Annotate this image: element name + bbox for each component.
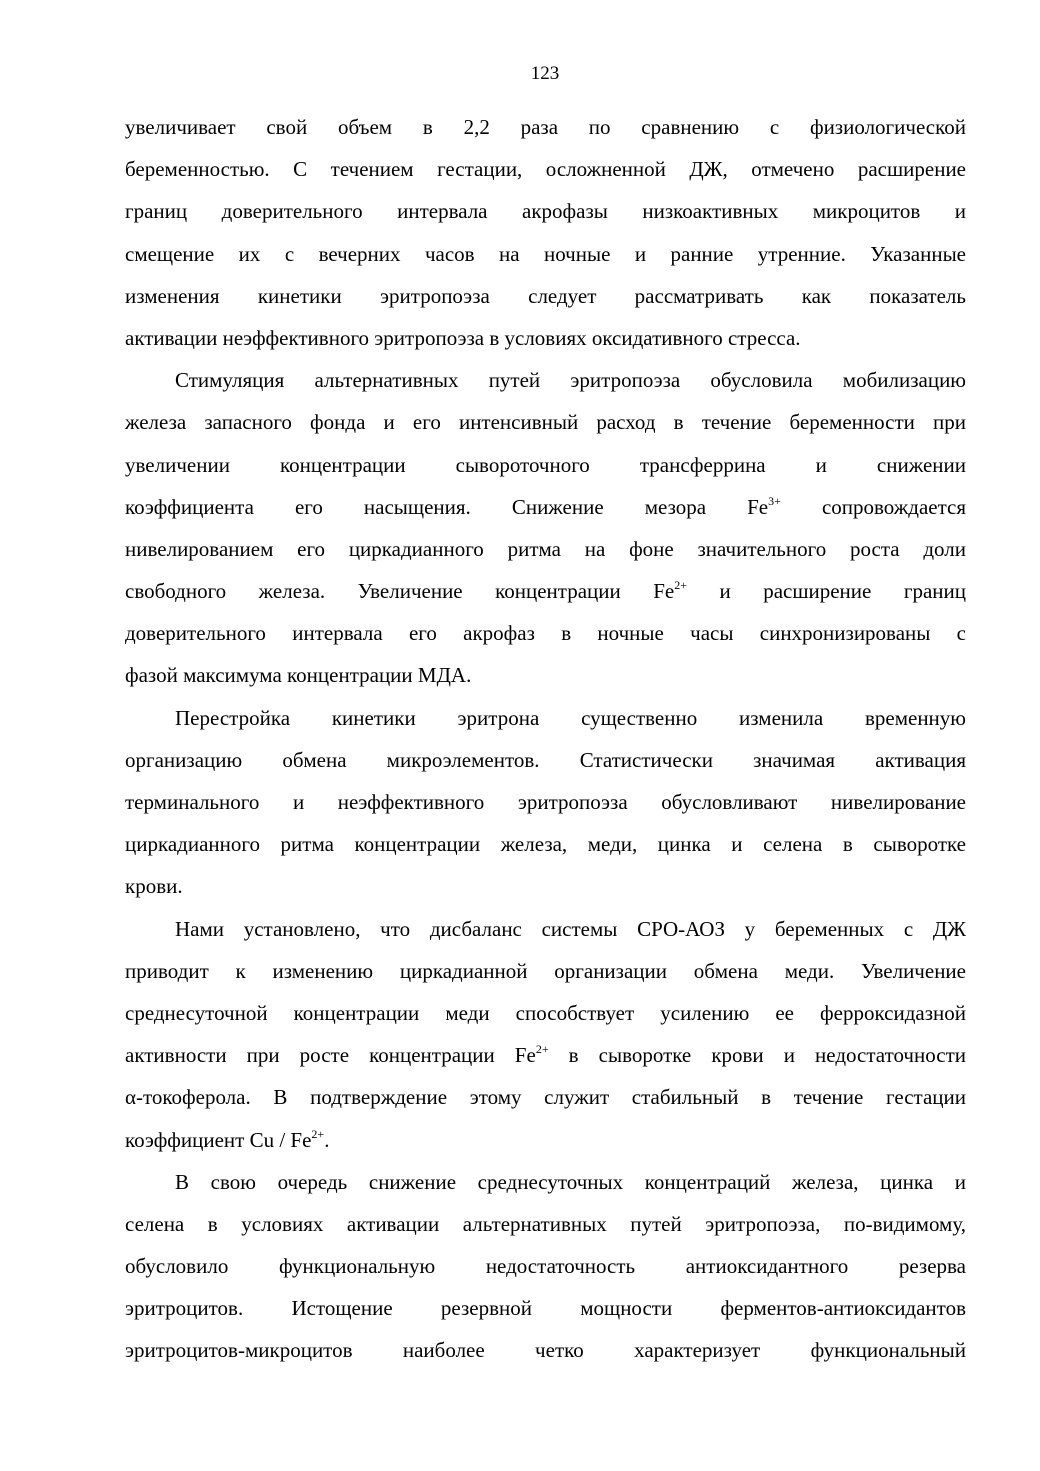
text-line bbox=[125, 148, 966, 190]
text-line bbox=[125, 654, 966, 696]
line-text: эритроцитов-микроцитов наиболее четко характеризует функциональный bbox=[125, 1338, 966, 1363]
line-text: нивелированием его циркадианного ритма на фоне значительного роста доли bbox=[125, 536, 966, 561]
line-text-after: и расширение границ bbox=[687, 579, 966, 604]
line-text: свободного железа. Увеличение концентрации Fe bbox=[125, 579, 675, 604]
superscript-charge: 3+ bbox=[768, 493, 781, 508]
text-line bbox=[125, 1329, 966, 1371]
text-line bbox=[125, 528, 966, 570]
line-text: Нами установлено, что дисбаланс системы СРО-АОЗ у беременных с ДЖ bbox=[175, 916, 966, 941]
line-text: Перестройка кинетики эритрона существенно изменила временную bbox=[175, 705, 966, 730]
line-text-after: сопровождается bbox=[780, 494, 966, 519]
text-line bbox=[125, 781, 966, 823]
line-text: коэффициента его насыщения. Снижение мезора Fe bbox=[125, 494, 769, 519]
text-line bbox=[125, 359, 966, 401]
line-text: увеличении концентрации сывороточного трансферрина и снижении bbox=[125, 452, 966, 477]
line-text: В свою очередь снижение среднесуточных концентраций железа, цинка и bbox=[175, 1169, 966, 1194]
line-text: циркадианного ритма концентрации железа, меди, цинка и селена в сыворотке bbox=[125, 832, 966, 857]
line-text: среднесуточной концентрации меди способствует усилению ее ферроксидазной bbox=[125, 1000, 966, 1025]
text-line bbox=[125, 908, 966, 950]
text-line bbox=[125, 1245, 966, 1287]
line-text: активности при росте концентрации Fe bbox=[125, 1043, 536, 1068]
superscript-charge: 2+ bbox=[311, 1126, 325, 1141]
text-line bbox=[125, 1287, 966, 1329]
superscript-charge: 2+ bbox=[674, 578, 687, 593]
line-text: Стимуляция альтернативных путей эритропоэза обусловила мобилизацию bbox=[175, 368, 966, 393]
line-text: границ доверительного интервала акрофазы низкоактивных микроцитов и bbox=[125, 199, 966, 224]
text-line bbox=[125, 1034, 966, 1076]
line-text: коэффициент Cu / Fe bbox=[125, 1127, 312, 1152]
text-line bbox=[125, 444, 966, 486]
text-line bbox=[125, 612, 966, 654]
line-text: фазой максимума концентрации МДА. bbox=[125, 663, 472, 688]
line-text: приводит к изменению циркадианной организации обмена меди. Увеличение bbox=[125, 958, 966, 983]
line-text: железа запасного фонда и его интенсивный расход в течение беременности при bbox=[125, 410, 966, 435]
body-text bbox=[125, 106, 966, 1372]
page-number: 123 bbox=[530, 63, 560, 84]
text-line bbox=[125, 570, 966, 612]
line-text: эритроцитов. Истощение резервной мощности ферментов-антиоксидантов bbox=[125, 1296, 966, 1321]
line-text-after: в сыворотке крови и недостаточности bbox=[548, 1043, 966, 1068]
line-text: селена в условиях активации альтернативных путей эритропоэза, по-видимому, bbox=[125, 1211, 966, 1236]
text-line bbox=[125, 697, 966, 739]
text-line bbox=[125, 865, 966, 907]
superscript-charge: 2+ bbox=[535, 1042, 549, 1057]
text-line bbox=[125, 275, 966, 317]
line-text: доверительного интервала его акрофаз в ночные часы синхронизированы с bbox=[125, 621, 966, 646]
line-text: увеличивает свой объем в 2,2 раза по сравнению с физиологической bbox=[125, 115, 966, 139]
text-line bbox=[125, 401, 966, 443]
line-text: смещение их с вечерних часов на ночные и ранние утренние. Указанные bbox=[125, 241, 966, 266]
text-line bbox=[125, 1119, 966, 1161]
line-text: обусловило функциональную недостаточность антиоксидантного резерва bbox=[125, 1254, 966, 1279]
text-line bbox=[125, 106, 966, 148]
line-text: крови. bbox=[125, 874, 183, 899]
line-text: беременностью. С течением гестации, осложненной ДЖ, отмечено расширение bbox=[125, 157, 966, 182]
text-line bbox=[125, 739, 966, 781]
text-line bbox=[125, 1076, 966, 1118]
text-line bbox=[125, 823, 966, 865]
text-line bbox=[125, 992, 966, 1034]
text-line bbox=[125, 190, 966, 232]
text-line bbox=[125, 317, 966, 359]
text-line bbox=[125, 1161, 966, 1203]
line-text: терминального и неэффективного эритропоэза обусловливают нивелирование bbox=[125, 790, 966, 814]
text-line bbox=[125, 950, 966, 992]
line-text: изменения кинетики эритропоэза следует рассматривать как показатель bbox=[125, 283, 966, 308]
text-line bbox=[125, 233, 966, 275]
text-line bbox=[125, 486, 966, 528]
text-line bbox=[125, 1203, 966, 1245]
line-text: α-токоферола. В подтверждение этому служит стабильный в течение гестации bbox=[125, 1085, 966, 1110]
line-text: активации неэффективного эритропоэза в условиях оксидативного стресса. bbox=[125, 325, 801, 350]
line-text: организацию обмена микроэлементов. Статистически значимая активация bbox=[125, 747, 966, 772]
line-text-after: . bbox=[324, 1127, 330, 1152]
